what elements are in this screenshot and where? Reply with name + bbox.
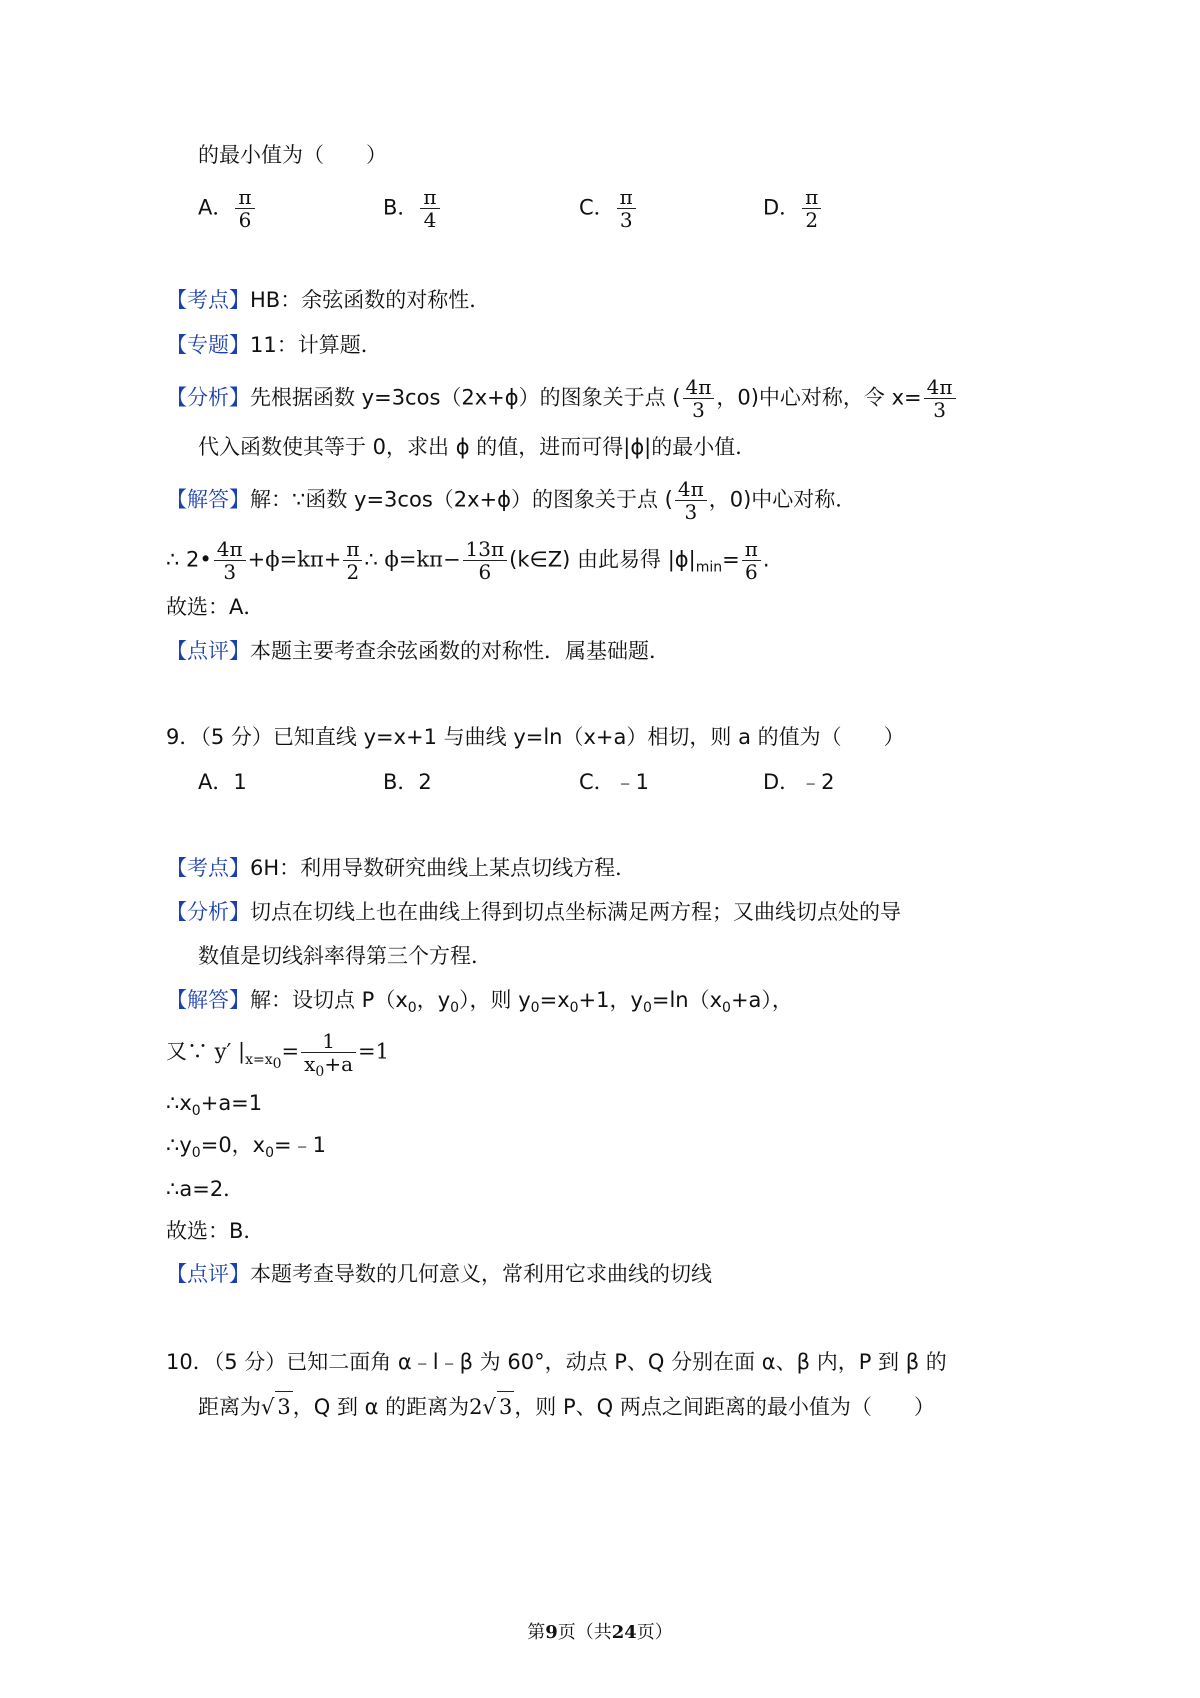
- q9-fenxi-line2: 数值是切线斜率得第三个方程．: [198, 944, 492, 968]
- q8-derivation: ∴ 2• $\frac{4\pi}{3}$ +ϕ=kπ+ $\frac{\pi}{2}$ ∴ ϕ=kπ− $\frac{13\pi}{6}$ (k∈Z) 由此易得 $|\phi|_{min}=$ $\frac{\pi}{6}$ .: [166, 537, 770, 584]
- q8-option-d: D． $\frac{\pi}{2}$: [763, 186, 823, 231]
- q9-jieda: 【解答】解：设切点 $P(x_0$，$y_0$），则 $y_0=x_0+1$，$y_0=\ln(x_0+a)$，: [166, 988, 793, 1017]
- q9-stem: 9．（5 分）已知直线 y=x+1 与曲线 y=ln（x+a）相切，则 a 的值为（ ）: [166, 725, 905, 749]
- q9-kaodian: 【考点】6H：利用导数研究曲线上某点切线方程．: [166, 856, 637, 880]
- q9-fenxi: 【分析】切点在切线上也在曲线上得到切点坐标满足两方程；又曲线切点处的导: [166, 900, 901, 924]
- q9-dianping: 【点评】本题考查导数的几何意义，常利用它求曲线的切线: [166, 1262, 712, 1286]
- page-footer: 第9页（共24页）: [527, 1622, 673, 1643]
- q9-step2: $\therefore y_0=0$，$x_0=﹣1$: [166, 1133, 326, 1162]
- q9-step3: ∴a=2．: [166, 1177, 245, 1201]
- q9-option-a: A．1: [198, 770, 247, 794]
- q8-stem-tail: 的最小值为（ ）: [198, 143, 387, 167]
- q10-stem-line2: 距离为√ 3，Q 到 α 的距离为2√ 3，则 P、Q 两点之间距离的最小值为（ ）: [198, 1391, 935, 1422]
- q9-option-c: C．﹣1: [579, 770, 650, 794]
- q8-answer: 故选：A．: [166, 595, 265, 619]
- q8-kaodian: 【考点】HB：余弦函数的对称性．: [166, 288, 491, 312]
- q9-derivative-line: 又∵ y′ $|_{x=x_0}=$ $\frac{1}{x_0+a}$ =1: [166, 1029, 389, 1080]
- q9-option-b: B．2: [383, 770, 432, 794]
- q10-stem-line1: 10．（5 分）已知二面角 α﹣l﹣β 为 60°，动点 P、Q 分别在面 α、β 内，P 到 β 的: [166, 1350, 947, 1374]
- q9-option-d: D．﹣2: [763, 770, 835, 794]
- q8-fenxi-line2: 代入函数使其等于 0，求出 ϕ 的值，进而可得|ϕ|的最小值．: [198, 435, 757, 459]
- q8-option-b: B． $\frac{\pi}{4}$: [383, 186, 442, 231]
- q9-answer: 故选：B．: [166, 1219, 265, 1243]
- q9-step1: $\therefore x_0+a=1$: [166, 1091, 263, 1120]
- q8-option-a: A． $\frac{\pi}{6}$: [198, 186, 257, 231]
- q8-option-c: C． $\frac{\pi}{3}$: [579, 186, 638, 231]
- q8-zhuanti: 【专题】11：计算题．: [166, 333, 382, 357]
- q8-jieda: 【解答】解：∵函数 y=3cos（2x+ϕ）的图象关于点 ( $\frac{4\pi}{3}$ ，0)中心对称．: [166, 477, 857, 524]
- q8-dianping: 【点评】本题主要考查余弦函数的对称性．属基础题．: [166, 639, 670, 663]
- q8-fenxi: 【分析】先根据函数 y=3cos（2x+ϕ）的图象关于点 ( $\frac{4\pi}{3}$ ，0)中心对称，令 x= $\frac{4\pi}{3}$: [166, 376, 958, 421]
